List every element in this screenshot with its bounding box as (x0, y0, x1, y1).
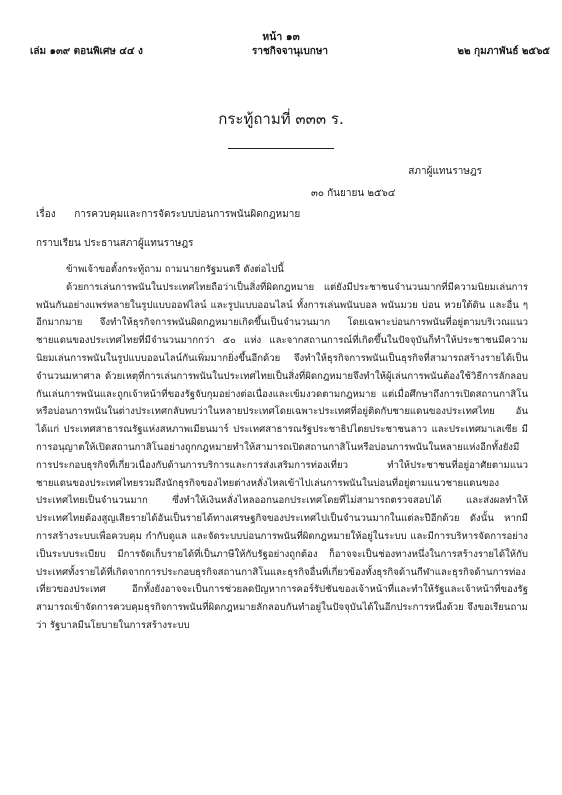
gazette-header (30, 44, 550, 58)
body-text (36, 261, 528, 635)
subject-line (36, 207, 300, 222)
document-date: ๓๐ กันยายน ๒๕๖๔ (311, 188, 396, 199)
salutation: กราบเรียน ประธานสภาผู้แทนราษฎร (36, 238, 194, 249)
gazette-date: ๒๒ กุมภาพันธ์ ๒๕๖๕ (457, 46, 550, 57)
title-underline (228, 148, 334, 149)
document-title: กระทู้ถามที่ ๓๓๓ ร. (218, 110, 344, 128)
opening-paragraph: ข้าพเจ้าขอตั้งกระทู้ถาม ถามนายกรัฐมนตรี ดังต่อไปนี้ (66, 264, 284, 275)
body-paragraph: ด้วยการเล่นการพนันในประเทศไทยถือว่าเป็นสิ่งที่ผิดกฎหมาย แต่ยังมีประชาชนจำนวนมากที่มีความนิยมเล่นการพนันกันอย่างแพร่หลายในรูปแบบออฟไลน์ และรูปแบบออนไลน์ ทั้งการเล่นพนันบอล พนันมวย บ่อน หวยใต้ดิน และอื่น ๆ อีกมากมาย จึงทำให้ธุรกิจการพนันผิดกฎหมายเกิดขึ้นเป็นจำนวนมาก โดยเฉพาะบ่อนการพนันที่อยู่ตามบริเวณแนวชายแดนของประเทศไทยที่มีจำนวนมากกว่า ๕๐ แห่ง และจากสถานการณ์ที่เกิดขึ้นในปัจจุบันก็ทำให้ประชาชนมีความนิยมเล่นการพนันในรูปแบบออนไลน์กันเพิ่มมากยิ่งขึ้นอีกด้วย จึงทำให้ธุรกิจการพนันเป็นธุรกิจที่สามารถสร้างรายได้เป็นจำนวนมหาศาล ด้วยเหตุที่การเล่นการพนันในประเทศไทยเป็นสิ่งที่ผิดกฎหมายจึงทำให้ผู้เล่นการพนันต้องใช้วิธีการลักลอบกันเล่นการพนันและถูกเจ้าหน้าที่ของรัฐจับกุมอย่างต่อเนื่องและเข้มงวดตามกฎหมาย แต่เมื่อศึกษาถึงการเปิดสถานกาสิโน หรือบ่อนการพนันในต่างประเทศกลับพบว่าในหลายประเทศโดยเฉพาะประเทศที่อยู่ติดกับชายแดนของประเทศไทย อันได้แก่ ประเทศสาธารณรัฐแห่งสหภาพเมียนมาร์ ประเทศสาธารณรัฐประชาธิปไตยประชาชนลาว และประเทศมาเลเซีย มีการอนุญาตให้เปิดสถานกาสิโนอย่างถูกกฎหมายทำให้สามารถเปิดสถานกาสิโนหรือบ่อนการพนันในหลายแห่งอีกทั้งยังมีการประกอบธุรกิจที่เกี่ยวเนื่องกับด้านการบริการและการส่งเสริมการท่องเที่ยว ทำให้ประชาชนที่อยู่อาศัยตามแนวชายแดนของประเทศไทยรวมถึงนักธุรกิจของไทยต่างหลั่งไหลเข้าไปเล่นการพนันในบ่อนที่อยู่ตามแนวชายแดนของประเทศไทยเป็นจำนวนมาก ซึ่งทำให้เงินหลั่งไหลออกนอกประเทศโดยที่ไม่สามารถตรวจสอบได้ และส่งผลทำให้ประเทศไทยต้องสูญเสียรายได้อันเป็นรายได้ทางเศรษฐกิจของประเทศไปเป็นจำนวนมากในแต่ละปีอีกด้วย ดังนั้น หากมีการสร้างระบบเพื่อควบคุม กำกับดูแล และจัดระบบบ่อนการพนันที่ผิดกฎหมายให้อยู่ในระบบ และมีการบริหารจัดการอย่างเป็นระบบระเบียบ มีการจัดเก็บรายได้ที่เป็นภาษีให้กับรัฐอย่างถูกต้อง ก็อาจจะเป็นช่องทางหนึ่งในการสร้างรายได้ให้กับประเทศทั้งรายได้ที่เกิดจากการประกอบธุรกิจสถานกาสิโนและธุรกิจอื่นที่เกี่ยวข้องทั้งธุรกิจด้านกีฬาและธุรกิจด้านการท่องเที่ยวของประเทศ อีกทั้งยังอาจจะเป็นการช่วยลดปัญหาการคอร์รัปชันของเจ้าหน้าที่และทำให้รัฐและเจ้าหน้าที่ของรัฐสามารถเข้าจัดการควบคุมธุรกิจการพนันที่ผิดกฎหมายลักลอบกันทำอยู่ในปัจจุบันได้ในอีกประการหนึ่งด้วย จึงขอเรียนถามว่า รัฐบาลมีนโยบายในการสร้างระบบ (36, 281, 528, 631)
gazette-name: ราชกิจจานุเบกษา (252, 46, 329, 57)
volume-issue: เล่ม ๑๓๙ ตอนพิเศษ ๔๔ ง (30, 46, 143, 57)
subject-text: การควบคุมและการจัดระบบบ่อนการพนันผิดกฎหมาย (74, 209, 301, 220)
page-number: หน้า ๑๓ (262, 31, 300, 43)
recipient: สภาผู้แทนราษฎร (408, 166, 482, 177)
subject-label: เรื่อง (36, 209, 56, 220)
